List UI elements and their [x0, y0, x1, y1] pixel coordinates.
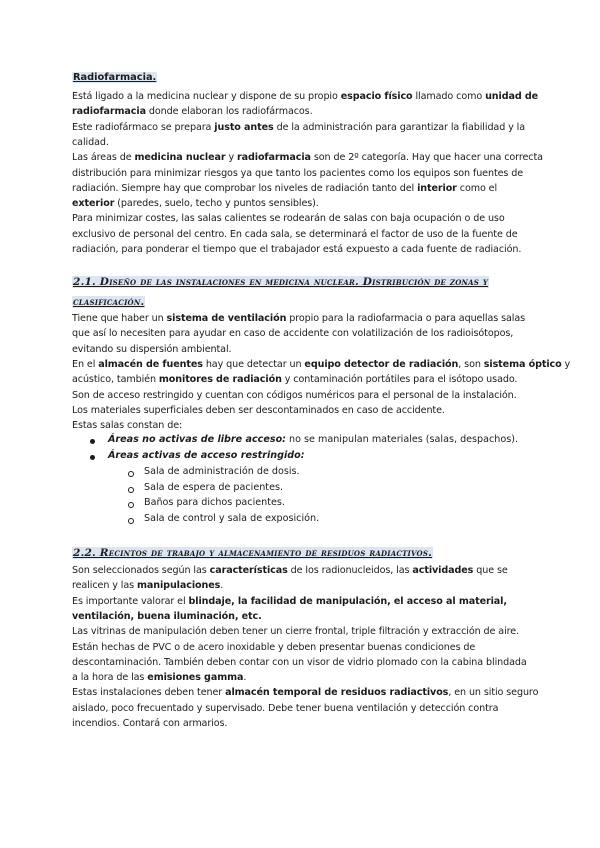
- text-run: como el: [456, 182, 498, 194]
- text-line: [72, 372, 532, 387]
- bold-term: manipulaciones: [136, 580, 221, 592]
- text-line: [72, 403, 532, 418]
- bullet-bold: Áreas no activas de libre acceso:: [108, 434, 286, 445]
- bold-term: radiofarmacia: [72, 106, 146, 118]
- text-line: [72, 594, 532, 609]
- text-run: incendios. Contará con armarios.: [72, 718, 228, 729]
- bold-term: actividades: [412, 565, 474, 576]
- text-line: [72, 670, 532, 685]
- text-line: [72, 716, 532, 731]
- text-line: [72, 418, 532, 433]
- bold-term: almacén de fuentes: [98, 358, 203, 370]
- text-run: distribución para minimizar riesgos ya que tanto los pacientes como los equipos son fuentes de: [72, 167, 524, 179]
- text-run: En el: [72, 358, 99, 370]
- text-run: de la administración para garantizar la fiabilidad y la: [273, 121, 526, 133]
- text-run: Las áreas de: [72, 152, 135, 164]
- text-line: [72, 388, 532, 403]
- bold-term: monitores de radiación: [158, 374, 282, 386]
- bullet-item: [108, 450, 305, 461]
- text-run: que así lo necesiten para ayudar en caso de accidente con volatilización de los radioisótopos,: [72, 328, 514, 340]
- bold-term: interior: [417, 182, 457, 194]
- bold-term: medicina nuclear: [134, 152, 226, 164]
- text-line: [72, 624, 532, 639]
- text-line: [72, 563, 532, 578]
- text-run: Son seleccionados según las: [72, 565, 210, 576]
- subbullet-circle: [128, 487, 134, 493]
- text-run: Es importante valorar el: [72, 595, 189, 607]
- text-line: [72, 578, 532, 593]
- heading-2-1: [72, 272, 489, 292]
- text-run: de los radionucleidos, las: [287, 565, 413, 576]
- text-line: [72, 609, 532, 624]
- text-line: [72, 166, 532, 181]
- subbullet-item: Baños para dichos pacientes.: [144, 497, 285, 509]
- heading-2-1-line1: 2.1. Diseño de las instalaciones en medicina nuclear. Distribución de zonas y: [73, 276, 489, 288]
- text-run: Tiene que haber un: [72, 313, 167, 324]
- text-run: propio para la radiofarmacia o para aquellas salas: [286, 313, 526, 324]
- heading-2-2: [72, 543, 433, 563]
- text-run: (paredes, suelo, techo y puntos sensibles).: [114, 198, 319, 210]
- text-line: [72, 655, 532, 670]
- subbullet-circle: [128, 502, 134, 508]
- text-run: Los materiales superficiales deben ser descontaminados en caso de accidente.: [72, 404, 445, 416]
- heading-2-1-line2: clasificación.: [73, 296, 145, 308]
- text-line: [72, 357, 571, 372]
- text-run: y: [561, 358, 571, 370]
- text-run: Este radiofármaco se prepara: [72, 121, 215, 133]
- bold-term: ventilación, buena iluminación, etc.: [72, 610, 262, 622]
- text-run: radiación. Siempre hay que comprobar los niveles de radiación tanto del: [72, 182, 418, 194]
- bold-term: almacén temporal de residuos radiactivos: [225, 687, 449, 699]
- text-line: [72, 311, 532, 326]
- subbullet-item: Sala de control y sala de exposición.: [144, 512, 320, 524]
- bullet-text: no se manipulan materiales (salas, despachos).: [286, 434, 519, 445]
- text-run: y: [225, 152, 237, 164]
- text-run: hay que detectar un: [202, 358, 305, 370]
- text-run: acústico, también: [72, 374, 159, 386]
- bullet-item: [108, 434, 518, 445]
- bold-term: equipo detector de radiación: [304, 358, 459, 370]
- text-run: y contaminación portátiles para el isótopo usado.: [281, 374, 518, 386]
- text-line: [72, 685, 539, 700]
- title-text: Radiofarmacia.: [73, 72, 157, 83]
- text-line: [72, 342, 532, 357]
- bullet-dot: [90, 439, 95, 444]
- text-run: Son de acceso restringido y cuentan con códigos numéricos para el personal de la instalación.: [72, 389, 517, 401]
- text-run: .: [220, 580, 224, 592]
- text-run: llamado como: [412, 91, 486, 102]
- text-run: que se: [473, 565, 508, 576]
- text-run: Las vitrinas de manipulación deben tener un cierre frontal, triple filtración y extracción de aire.: [72, 626, 520, 638]
- text-line: [72, 89, 539, 104]
- text-run: Estas instalaciones deben tener: [72, 687, 226, 699]
- text-run: , son: [458, 358, 484, 370]
- bold-term: sistema de ventilación: [166, 313, 287, 324]
- bold-term: sistema óptico: [483, 358, 562, 370]
- bold-term: blindaje, la facilidad de manipulación, el acceso al material,: [188, 595, 507, 607]
- text-line: [72, 181, 532, 196]
- text-line: [72, 326, 532, 341]
- text-line: [72, 211, 532, 226]
- bold-term: unidad de: [485, 91, 539, 102]
- text-run: donde elaboran los radiofármacos.: [145, 106, 313, 118]
- text-run: exclusivo de personal del centro. En cada sala, se determinará el factor de uso de la fuente de: [72, 228, 518, 240]
- text-line: [72, 640, 532, 655]
- bullet-dot: [90, 455, 95, 460]
- bold-term: radiofarmacia: [236, 152, 311, 164]
- subbullet-circle: [128, 471, 134, 477]
- text-run: Estas salas constan de:: [72, 420, 183, 432]
- bold-term: espacio físico: [340, 91, 413, 102]
- text-run: realicen y las: [72, 580, 137, 592]
- heading-2-1-cont: [72, 292, 145, 312]
- bold-term: justo antes: [214, 121, 274, 133]
- text-run: Están hechas de PVC o de acero inoxidable y deben presentar buenas condiciones de: [72, 641, 476, 653]
- section-title-radiofarmacia: [72, 72, 157, 83]
- bullet-bold: Áreas activas de acceso restringido:: [108, 450, 305, 461]
- text-line: [72, 120, 532, 135]
- subbullet-item: Sala de administración de dosis.: [144, 466, 300, 477]
- text-line: [72, 104, 532, 119]
- text-run: son de 2º categoría. Hay que hacer una correcta: [310, 152, 543, 164]
- text-run: Para minimizar costes, las salas calientes se rodearán de salas con baja ocupación o de uso: [72, 213, 505, 225]
- subbullet-item: Sala de espera de pacientes.: [144, 481, 284, 493]
- bold-term: emisiones gamma: [147, 672, 244, 684]
- text-line: [72, 135, 532, 150]
- text-line: [72, 196, 532, 211]
- text-line: [72, 701, 532, 716]
- text-run: Está ligado a la medicina nuclear y dispone de su propio: [72, 91, 341, 102]
- text-run: radiación, para ponderar el tiempo que el trabajador está expuesto a cada fuente de radiación.: [72, 244, 522, 255]
- text-run: a la hora de las: [72, 672, 148, 684]
- text-run: calidad.: [72, 136, 109, 148]
- heading-2-2-text: 2.2. Recintos de trabajo y almacenamiento de residuos radiactivos.: [73, 547, 432, 559]
- text-line: [72, 227, 532, 242]
- text-run: .: [243, 672, 247, 684]
- text-run: , en un sitio seguro: [448, 687, 539, 699]
- bold-term: características: [209, 565, 288, 576]
- text-line: [72, 242, 532, 257]
- text-run: descontaminación. También deben contar con un visor de vidrio plomado con la cabina blindada: [72, 656, 527, 668]
- text-line: [72, 150, 543, 165]
- subbullet-circle: [128, 518, 134, 524]
- text-run: aislado, poco frecuentado y supervisado. Debe tener buena ventilación y detección contra: [72, 702, 499, 714]
- bold-term: exterior: [72, 198, 115, 210]
- text-run: evitando su dispersión ambiental.: [72, 343, 232, 355]
